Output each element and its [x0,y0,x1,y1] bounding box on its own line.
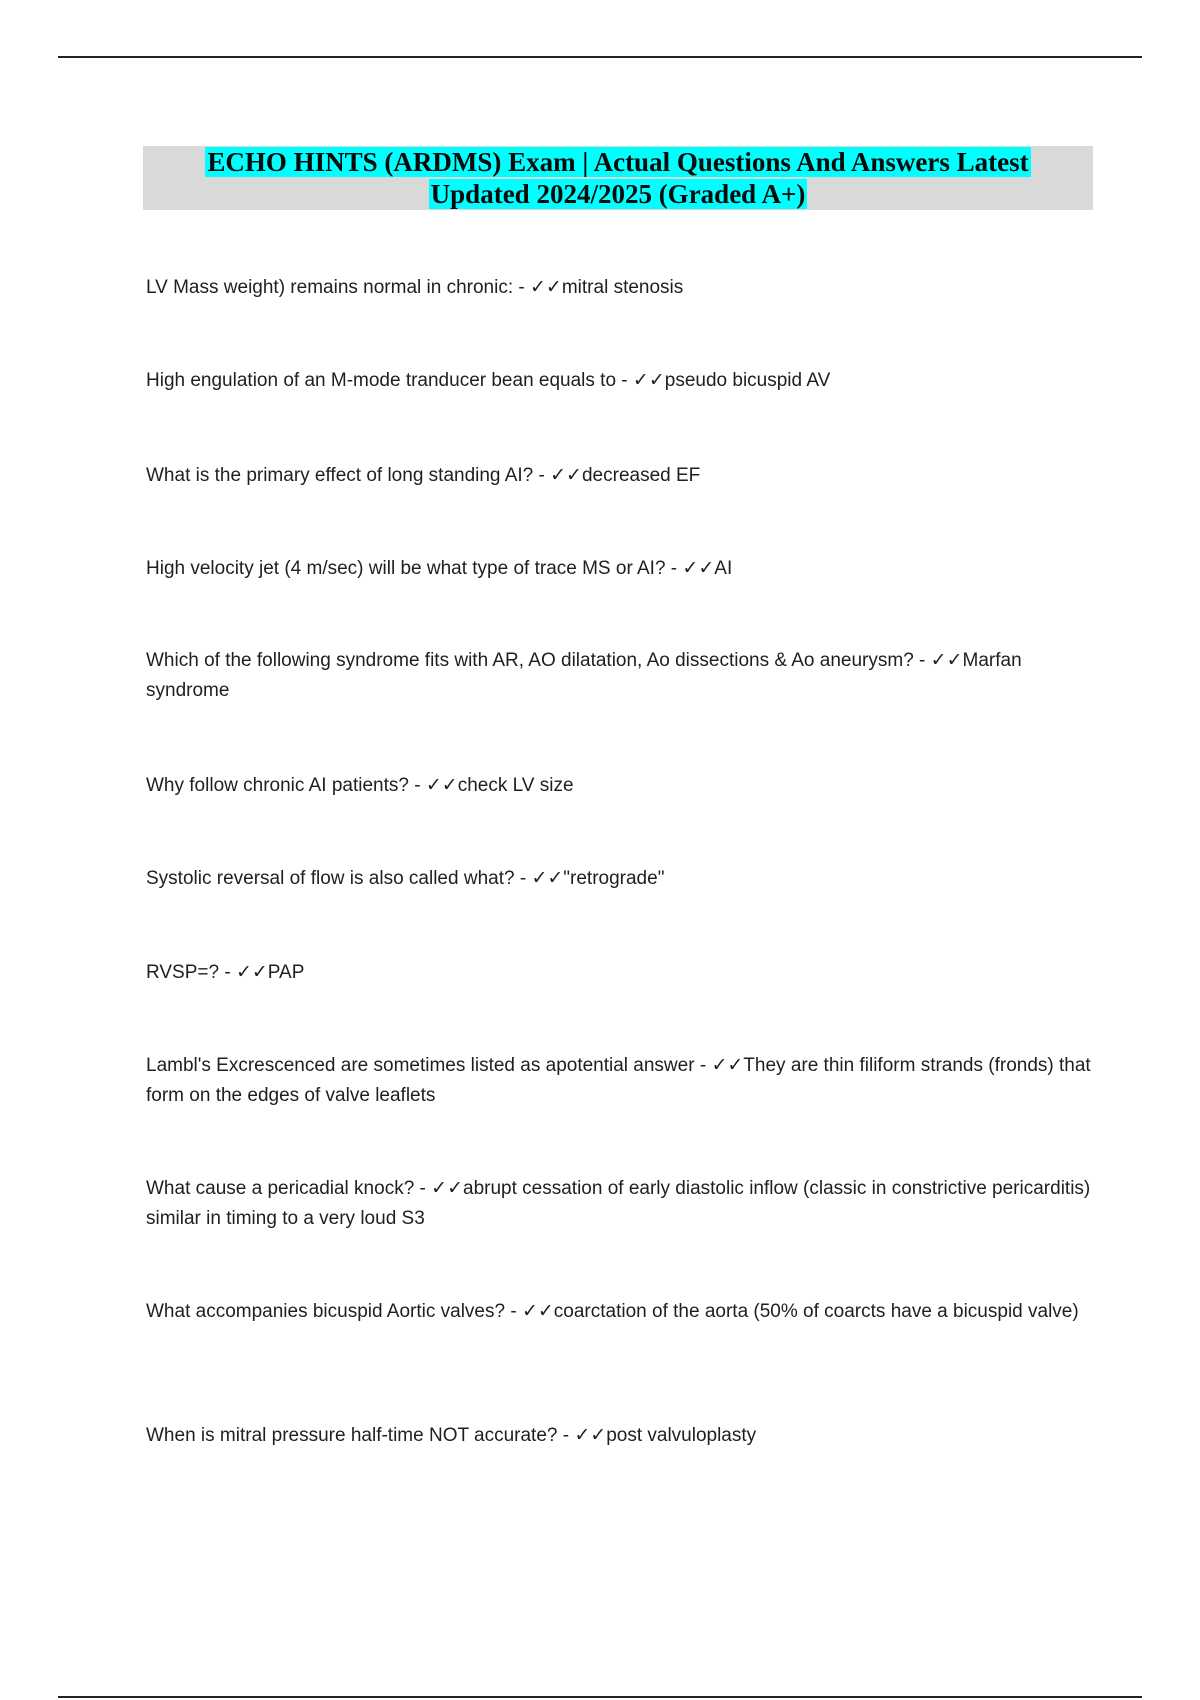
double-check-icon: ✓✓ [711,1055,744,1076]
question-text: What cause a pericadial knock? [146,1178,415,1199]
qa-item [146,646,1096,706]
answer-text: check LV size [457,775,574,796]
answer-text: They are thin filiform strands (fronds) that form on the edges of valve leaflets [146,1055,1091,1106]
answer-text: AI [714,558,733,579]
footer-rule [58,1696,1142,1698]
double-check-icon: ✓✓ [425,775,458,796]
separator: - [505,1301,522,1322]
answer-text: PAP [267,962,305,983]
double-check-icon: ✓✓ [574,1425,607,1446]
answer-text: Marfan syndrome [146,650,1022,701]
separator: - [513,277,531,298]
double-check-icon: ✓✓ [632,370,665,391]
qa-item [146,1421,1096,1451]
answer-text: decreased EF [581,465,701,486]
qa-item [146,864,1096,894]
answer-text: coarctation of the aorta (50% of coarcts have a bicuspid valve) [553,1301,1079,1322]
question-text: Which of the following syndrome fits with AR, AO dilatation, Ao dissections & Ao aneurysm? [146,650,914,671]
double-check-icon: ✓✓ [682,558,715,579]
double-check-icon: ✓✓ [521,1301,554,1322]
separator: - [414,1178,432,1199]
question-text: RVSP=? [146,962,220,983]
qa-item [146,461,1096,491]
question-text: Why follow chronic AI patients? [146,775,409,796]
qa-item [146,273,1096,303]
question-text: LV Mass weight) remains normal in chronic: [146,277,514,298]
double-check-icon: ✓✓ [431,1178,463,1199]
question-text: Lambl's Excrescenced are sometimes listed as apotential answer [146,1055,695,1076]
question-text: When is mitral pressure half-time NOT accurate? [146,1425,558,1446]
double-check-icon: ✓✓ [550,465,582,486]
qa-item [146,1174,1096,1234]
answer-text: pseudo bicuspid AV [664,370,831,391]
separator: - [408,775,426,796]
separator: - [219,962,236,983]
separator: - [913,650,931,671]
answer-text: "retrograde" [563,868,665,889]
double-check-icon: ✓✓ [235,962,268,983]
answer-text: mitral stenosis [561,277,684,298]
separator: - [557,1425,575,1446]
title-line-1: ECHO HINTS (ARDMS) Exam | Actual Questions And Answers Latest [207,147,1029,177]
header-rule [58,56,1142,58]
question-text: Systolic reversal of flow is also called what? [146,868,515,889]
qa-item [146,366,1096,396]
qa-item [146,1051,1096,1111]
question-text: What is the primary effect of long standing AI? [146,465,534,486]
double-check-icon: ✓✓ [531,868,564,889]
question-text: High engulation of an M-mode tranducer bean equals to [146,370,617,391]
separator: - [514,868,532,889]
question-text: High velocity jet (4 m/sec) will be what type of trace MS or AI? [146,558,666,579]
document-title [143,146,1093,210]
separator: - [616,370,633,391]
qa-item [146,958,1096,988]
separator: - [665,558,683,579]
question-text: What accompanies bicuspid Aortic valves? [146,1301,506,1322]
qa-item [146,554,1096,584]
answer-text: post valvuloplasty [606,1425,757,1446]
separator: - [533,465,551,486]
double-check-icon: ✓✓ [530,277,562,298]
qa-item [146,771,1096,801]
title-line-2: Updated 2024/2025 (Graded A+) [430,179,806,209]
separator: - [694,1055,712,1076]
double-check-icon: ✓✓ [930,650,963,671]
answer-text: abrupt cessation of early diastolic inflow (classic in constrictive pericarditis) similar in timing to a very loud S3 [146,1178,1091,1229]
qa-item [146,1297,1096,1327]
